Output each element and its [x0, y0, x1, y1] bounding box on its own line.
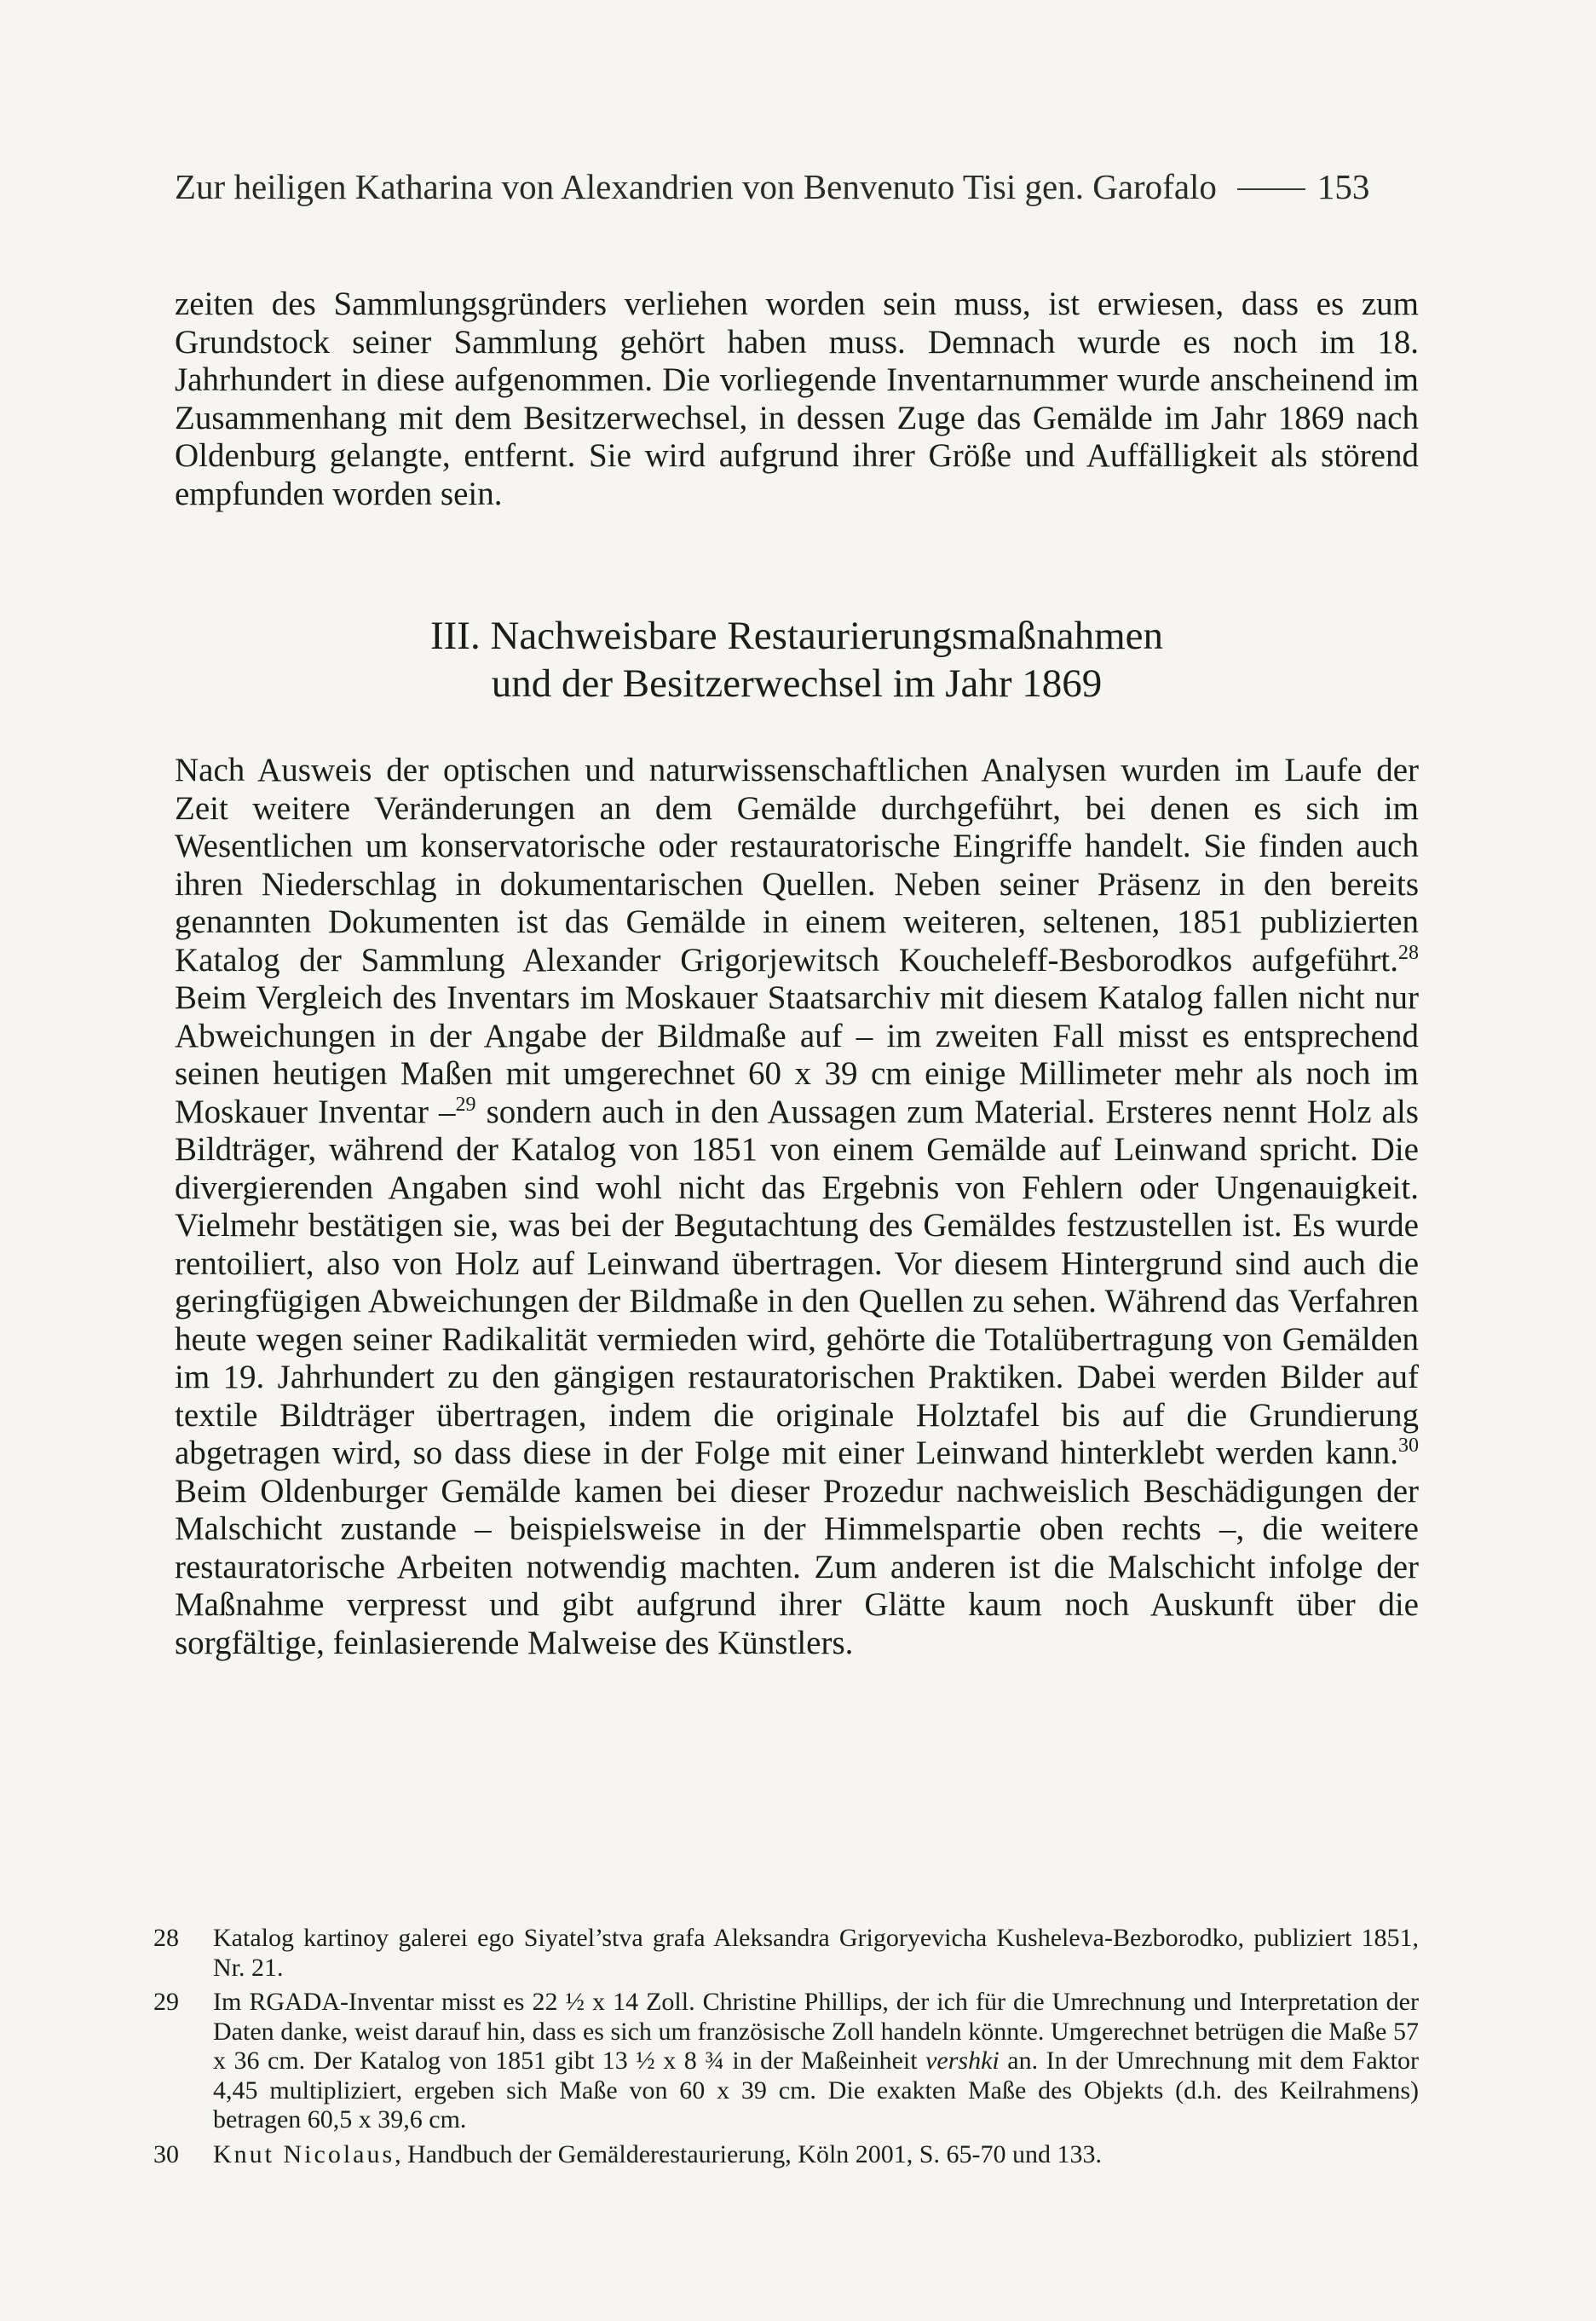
footnote-text	[213, 2140, 1419, 2170]
footnotes	[153, 1924, 1419, 2174]
section-heading	[175, 612, 1419, 707]
footnote-29-text-b: an. In der Umrechnung mit dem Faktor 4,45 multipliziert, ergeben sich Maße von 60 x 39 cm. Die exakten Maße des Objekts (d.h. des Keilrahmens) betragen 60,5 x 39,6 cm.	[213, 2047, 1419, 2133]
footnote-30-author: Knut Nicolaus	[213, 2139, 395, 2168]
body-paragraph-1: zeiten des Sammlungsgründers verliehen worden sein muss, ist erwiesen, dass es zum Grundstock seiner Sammlung gehört haben muss. Demnach wurde es noch im 18. Jahrhundert in diese aufgenommen. Die vorliegende Inventarnummer wurde anscheinend im Zusammenhang mit dem Besitzerwechsel, in dessen Zuge das Gemälde im Jahr 1869 nach Oldenburg gelangte, entfernt. Sie wird aufgrund ihrer Größe und Auffälligkeit als störend empfunden worden sein.	[175, 286, 1419, 512]
running-head-title: Zur heiligen Katharina von Alexandrien von Benvenuto Tisi gen. Garofalo	[175, 167, 1217, 206]
footnote-28	[153, 1924, 1419, 1983]
footnote-ref-29[interactable]: 29	[455, 1093, 476, 1116]
footnote-29-text-a: Im RGADA-Inventar misst es 22 ½ x 14 Zoll. Christine Phillips, der ich für die Umrechnung und Interpretation der Daten danke, weist darauf hin, dass es sich um französische Zoll handeln könnte. Umgerechnet betrügen die Maße 57 x 36 cm. Der Katalog von 1851 gibt 13 ½ x 8 ¾ in der Maßeinheit	[213, 1988, 1419, 2075]
footnote-text	[213, 1988, 1419, 2135]
section-heading-line-1: III. Nachweisbare Restaurierungsmaßnahmen	[429, 614, 1164, 658]
section-heading-line-2: und der Besitzerwechsel im Jahr 1869	[491, 661, 1103, 706]
footnote-number: 30	[153, 2139, 179, 2168]
paragraph-2-text-c: sondern auch in den Aussagen zum Material. Ersteres nennt Holz als Bildträger, während der Katalog von 1851 von einem Gemälde auf Leinwand spricht. Die divergierenden Angaben sind wohl nicht das Ergebnis von Fehlern oder Ungenauigkeit. Vielmehr bestätigen sie, was bei der Begutachtung des Gemäldes festzustellen ist. Es wurde rentoiliert, also von Holz auf Leinwand übertragen. Vor diesem Hintergrund sind auch die geringfügigen Abweichungen der Bildmaße in den Quellen zu sehen. Während das Verfahren heute wegen seiner Radikalität vermieden wird, gehörte die Totalübertragung von Gemälden im 19. Jahrhundert zu den gängigen restauratorischen Praktiken. Dabei werden Bilder auf textile Bildträger übertragen, indem die originale Holztafel bis auf die Grundierung abgetragen wird, so dass diese in der Folge mit einer Leinwand hinterklebt werden kann.	[175, 1093, 1419, 1471]
running-head	[175, 166, 1419, 207]
footnote-ref-30[interactable]: 30	[1398, 1435, 1419, 1457]
paragraph-2-text-d: Beim Oldenburger Gemälde kamen bei dieser Prozedur nachweislich Beschädigungen der Malschicht zustande – beispielsweise in der Himmelspartie oben rechts –, die weitere restauratorische Arbeiten notwendig machten. Zum anderen ist die Malschicht infolge der Maßnahme verpresst und gibt aufgrund ihrer Glätte kaum noch Auskunft über die sorgfältige, feinlasierende Malweise des Künstlers.	[175, 1472, 1419, 1661]
paragraph-2-text-b: Beim Vergleich des Inventars im Moskauer Staatsarchiv mit diesem Katalog fallen nicht nur Abweichungen in der Angabe der Bildmaße auf – im zweiten Fall misst es entsprechend seinen heutigen Maßen mit umgerechnet 60 x 39 cm einige Millimeter mehr als noch im Moskauer Inventar –	[175, 979, 1419, 1130]
footnote-30-text: , Handbuch der Gemälderestaurierung, Köln 2001, S. 65-70 und 133.	[395, 2139, 1102, 2168]
footnote-text: Katalog kartinoy galerei ego Siyatel’stva grafa Aleksandra Grigoryevicha Kusheleva-Bezborodko, publiziert 1851, Nr. 21.	[213, 1924, 1419, 1982]
paragraph-2-text-a: Nach Ausweis der optischen und naturwissenschaftlichen Analysen wurden im Laufe der Zeit weitere Veränderungen an dem Gemälde durchgeführt, bei denen es sich im Wesentlichen um konservatorische oder restauratorische Eingriffe handelt. Sie finden auch ihren Niederschlag in dokumentarischen Quellen. Neben seiner Präsenz in den bereits genannten Dokumenten ist das Gemälde in einem weiteren, seltenen, 1851 publizierten Katalog der Sammlung Alexander Grigorjewitsch Koucheleff-Besborodkos aufgeführt.	[175, 752, 1419, 979]
page-number: 153	[1317, 167, 1370, 206]
footnote-30	[153, 2140, 1419, 2170]
footnote-ref-28[interactable]: 28	[1398, 941, 1419, 964]
footnote-number: 28	[153, 1924, 179, 1952]
body-paragraph-2	[175, 752, 1419, 1662]
footnote-29	[153, 1988, 1419, 2135]
running-head-rule	[1237, 188, 1305, 190]
footnote-29-italic: vershki	[925, 2047, 1000, 2075]
footnote-number: 29	[153, 1988, 179, 2016]
